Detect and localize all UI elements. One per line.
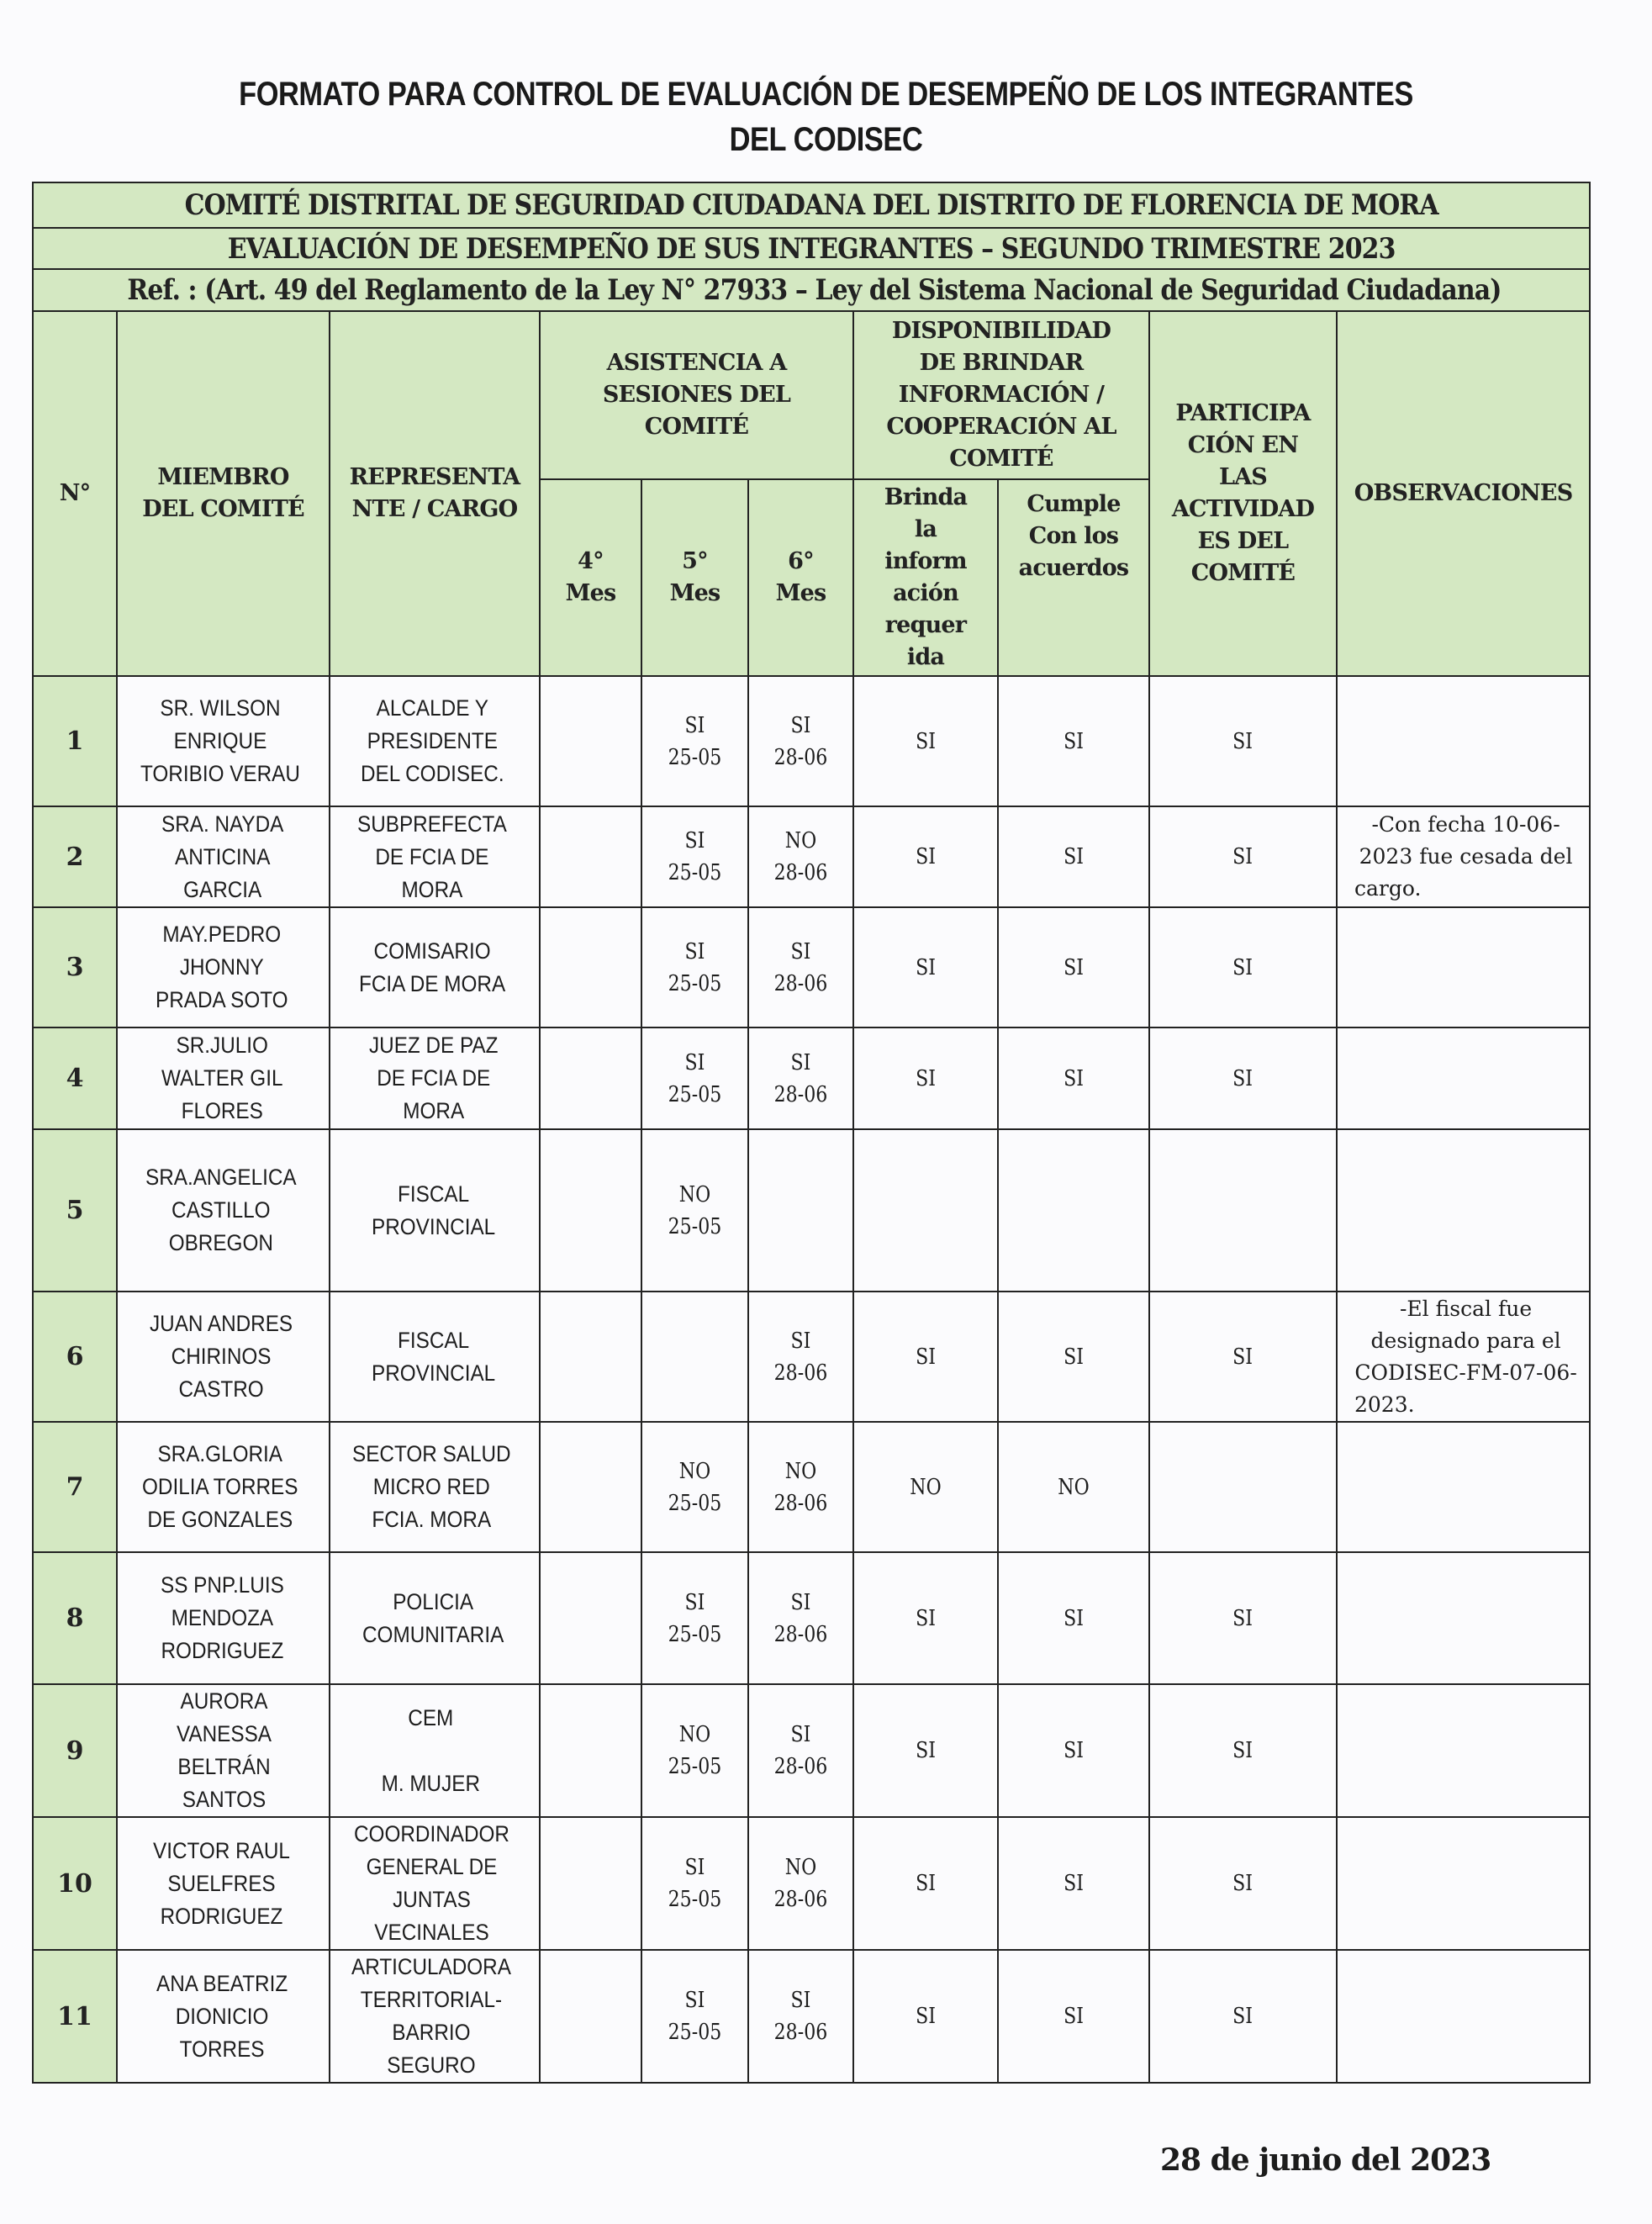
provides-info: SI <box>916 1871 936 1896</box>
member-name-cell <box>117 1129 330 1292</box>
member-name-cell <box>117 1552 330 1684</box>
attendance-month-6-cell <box>748 907 853 1027</box>
attendance-month-6-cell <box>748 1129 853 1292</box>
attendance-month-5: SI 25-05 <box>668 1988 722 2045</box>
observations-cell <box>1337 1292 1590 1422</box>
observations-cell <box>1337 1950 1590 2083</box>
member-role-cell <box>330 1129 540 1292</box>
provides-info-cell <box>853 907 998 1027</box>
table-row <box>33 1422 1590 1552</box>
header-availability <box>853 311 1149 479</box>
member-name: SRA. NAYDA ANTICINA GARCIA <box>161 811 284 902</box>
attendance-month-5: SI 25-05 <box>668 938 722 996</box>
participation: SI <box>1232 1738 1254 1763</box>
participation-cell <box>1149 1552 1337 1684</box>
fulfills-agreements: SI <box>1064 1871 1084 1896</box>
attendance-month-5-cell <box>641 1684 748 1817</box>
member-name: AURORA VANESSA BELTRÁN SANTOS <box>176 1688 272 1812</box>
attendance-month-4-cell <box>540 1817 641 1950</box>
fulfills-agreements: SI <box>1064 844 1084 869</box>
header-month-6 <box>748 479 853 676</box>
fulfills-agreements: SI <box>1064 728 1084 754</box>
attendance-month-5-cell <box>641 1552 748 1684</box>
member-name: MAY.PEDRO JHONNY PRADA SOTO <box>155 922 288 1012</box>
provides-info-cell <box>853 806 998 907</box>
evaluation-banner-text: EVALUACIÓN DE DESEMPEÑO DE SUS INTEGRANTES – SEGUNDO TRIMESTRE 2023 <box>227 231 1396 266</box>
attendance-month-6-cell <box>748 1027 853 1129</box>
attendance-month-6: SI 28-06 <box>773 1328 828 1386</box>
attendance-month-4-cell <box>540 1422 641 1552</box>
participation-cell <box>1149 1950 1337 2083</box>
fulfills-agreements-cell <box>998 1129 1149 1292</box>
header-num-text: N° <box>59 480 91 506</box>
attendance-month-6-cell <box>748 676 853 806</box>
participation-cell <box>1149 1027 1337 1129</box>
observations-cell <box>1337 806 1590 907</box>
header-attendance-text: ASISTENCIA A SESIONES DEL COMITÉ <box>602 350 791 440</box>
attendance-month-5-cell <box>641 806 748 907</box>
table-row <box>33 1950 1590 2083</box>
header-observations-text: OBSERVACIONES <box>1354 480 1573 506</box>
attendance-month-5-cell <box>641 1027 748 1129</box>
provides-info: NO <box>910 1474 942 1500</box>
participation: SI <box>1232 954 1254 980</box>
provides-info-cell <box>853 1552 998 1684</box>
fulfills-agreements: SI <box>1064 1065 1084 1091</box>
provides-info-cell <box>853 1817 998 1950</box>
attendance-month-6: SI 28-06 <box>773 1589 828 1647</box>
provides-info: SI <box>916 1738 936 1763</box>
participation-cell <box>1149 1817 1337 1950</box>
member-name-cell <box>117 676 330 806</box>
fulfills-agreements-cell <box>998 907 1149 1027</box>
member-role: FISCAL PROVINCIAL <box>372 1181 496 1239</box>
attendance-month-6-cell <box>748 1817 853 1950</box>
fulfills-agreements: SI <box>1064 1344 1084 1370</box>
attendance-month-6-cell <box>748 1684 853 1817</box>
member-role-cell <box>330 1422 540 1552</box>
participation-cell <box>1149 806 1337 907</box>
observations: -Con fecha 10-06-2023 fue cesada del cargo. <box>1354 812 1573 901</box>
provides-info-cell <box>853 1422 998 1552</box>
header-provides-info <box>853 479 998 676</box>
member-name-cell <box>117 1292 330 1422</box>
provides-info-cell <box>853 1129 998 1292</box>
header-fulfills-agreements <box>998 479 1149 676</box>
participation: SI <box>1232 2004 1254 2029</box>
attendance-month-6: SI 28-06 <box>773 1988 828 2045</box>
attendance-month-6: NO 28-06 <box>773 1855 828 1912</box>
provides-info: SI <box>916 2004 936 2029</box>
member-role-cell <box>330 1027 540 1129</box>
observations-cell <box>1337 1027 1590 1129</box>
member-role: JUEZ DE PAZ DE FCIA DE MORA <box>368 1033 499 1123</box>
attendance-month-6: SI 28-06 <box>773 1722 828 1779</box>
row-number: 9 <box>66 1735 84 1766</box>
table-row <box>33 907 1590 1027</box>
member-name: SRA.GLORIA ODILIA TORRES DE GONZALES <box>142 1441 298 1532</box>
provides-info-cell <box>853 1027 998 1129</box>
fulfills-agreements-cell <box>998 1292 1149 1422</box>
member-role-cell <box>330 1817 540 1950</box>
row-number-cell <box>33 806 117 907</box>
attendance-month-5: SI 25-05 <box>668 828 722 885</box>
header-participation-text: PARTICIPA CIÓN EN LAS ACTIVIDAD ES DEL COMITÉ <box>1171 400 1315 586</box>
attendance-month-6: NO 28-06 <box>773 828 828 885</box>
attendance-month-5: NO 25-05 <box>668 1181 722 1239</box>
row-number: 2 <box>66 842 84 872</box>
table-row <box>33 1292 1590 1422</box>
participation: SI <box>1232 1065 1254 1091</box>
fulfills-agreements-cell <box>998 1027 1149 1129</box>
member-role-cell <box>330 676 540 806</box>
fulfills-agreements: SI <box>1064 954 1084 980</box>
attendance-month-4-cell <box>540 1684 641 1817</box>
row-number: 6 <box>66 1342 84 1371</box>
attendance-month-5: NO 25-05 <box>668 1458 722 1516</box>
member-role-cell <box>330 1950 540 2083</box>
participation-cell <box>1149 1129 1337 1292</box>
fulfills-agreements-cell <box>998 806 1149 907</box>
member-name: SR.JULIO WALTER GIL FLORES <box>161 1033 283 1123</box>
observations: -El fiscal fue designado para el CODISEC-FM-07-06-2023. <box>1354 1296 1577 1417</box>
participation-cell <box>1149 1684 1337 1817</box>
fulfills-agreements-cell <box>998 1552 1149 1684</box>
reference-banner-text: Ref. : (Art. 49 del Reglamento de la Ley N° 27933 – Ley del Sistema Nacional de Seguridad Ciudadana) <box>127 273 1502 307</box>
member-role-cell <box>330 1684 540 1817</box>
attendance-month-5-cell <box>641 1422 748 1552</box>
fulfills-agreements: SI <box>1064 1738 1084 1763</box>
participation: SI <box>1232 1605 1254 1631</box>
header-provides-info-text: Brinda la inform ación requer ida <box>884 484 968 670</box>
member-role: CEM M. MUJER <box>381 1704 481 1796</box>
row-number-cell <box>33 676 117 806</box>
provides-info-cell <box>853 1950 998 2083</box>
attendance-month-5-cell <box>641 1817 748 1950</box>
row-number: 7 <box>66 1472 84 1502</box>
attendance-month-4-cell <box>540 1292 641 1422</box>
member-name-cell <box>117 1817 330 1950</box>
participation: SI <box>1232 1871 1254 1896</box>
provides-info-cell <box>853 1684 998 1817</box>
reference-banner <box>33 269 1590 311</box>
row-number-cell <box>33 1292 117 1422</box>
attendance-month-6-cell <box>748 1422 853 1552</box>
attendance-month-6: NO 28-06 <box>773 1458 828 1516</box>
committee-banner <box>33 182 1590 228</box>
header-participation <box>1149 311 1337 676</box>
provides-info: SI <box>916 1344 936 1370</box>
observations-cell <box>1337 1129 1590 1292</box>
header-role <box>330 311 540 676</box>
attendance-month-4-cell <box>540 1552 641 1684</box>
attendance-month-4-cell <box>540 676 641 806</box>
fulfills-agreements: SI <box>1064 2004 1084 2029</box>
member-name-cell <box>117 1950 330 2083</box>
observations-cell <box>1337 907 1590 1027</box>
row-number: 11 <box>57 2001 92 2031</box>
attendance-month-6: SI 28-06 <box>773 938 828 996</box>
member-role: COORDINADOR GENERAL DE JUNTAS VECINALES <box>354 1821 510 1945</box>
table-row <box>33 1129 1590 1292</box>
participation-cell <box>1149 907 1337 1027</box>
row-number: 1 <box>66 726 84 756</box>
member-role-cell <box>330 907 540 1027</box>
table-row <box>33 1027 1590 1129</box>
member-role: FISCAL PROVINCIAL <box>372 1327 496 1386</box>
member-role: POLICIA COMUNITARIA <box>362 1588 504 1647</box>
observations-cell <box>1337 676 1590 806</box>
member-role: ALCALDE Y PRESIDENTE DEL CODISEC. <box>361 695 504 786</box>
header-availability-text: DISPONIBILIDAD DE BRINDAR INFORMACIÓN / COOPERACIÓN AL COMITÉ <box>886 318 1116 472</box>
provides-info: SI <box>916 954 936 980</box>
fulfills-agreements: NO <box>1058 1474 1090 1500</box>
provides-info-cell <box>853 1292 998 1422</box>
attendance-month-5: SI 25-05 <box>668 1589 722 1647</box>
fulfills-agreements-cell <box>998 676 1149 806</box>
header-observations <box>1337 311 1590 676</box>
attendance-month-5-cell <box>641 1292 748 1422</box>
member-name-cell <box>117 806 330 907</box>
table-row <box>33 1552 1590 1684</box>
member-name: SRA.ANGELICA CASTILLO OBREGON <box>145 1165 297 1255</box>
row-number-cell <box>33 1950 117 2083</box>
member-name: JUAN ANDRES CHIRINOS CASTRO <box>149 1311 293 1402</box>
header-member-text: MIEMBRO DEL COMITÉ <box>142 464 304 522</box>
attendance-month-6: SI 28-06 <box>773 712 828 770</box>
row-number: 10 <box>57 1868 92 1899</box>
fulfills-agreements-cell <box>998 1950 1149 2083</box>
attendance-month-4-cell <box>540 806 641 907</box>
member-role: SUBPREFECTA DE FCIA DE MORA <box>357 811 508 902</box>
member-name: SS PNP.LUIS MENDOZA RODRIGUEZ <box>160 1572 284 1663</box>
row-number-cell <box>33 1422 117 1552</box>
row-number-cell <box>33 1552 117 1684</box>
member-name-cell <box>117 1684 330 1817</box>
attendance-month-6-cell <box>748 806 853 907</box>
attendance-month-4-cell <box>540 1027 641 1129</box>
participation-cell <box>1149 1422 1337 1552</box>
member-name-cell <box>117 907 330 1027</box>
attendance-month-6-cell <box>748 1552 853 1684</box>
header-month-4 <box>540 479 641 676</box>
member-role: SECTOR SALUD MICRO RED FCIA. MORA <box>352 1441 511 1532</box>
member-name-cell <box>117 1422 330 1552</box>
evaluation-table <box>32 182 1591 2084</box>
row-number: 5 <box>66 1196 84 1225</box>
member-role-cell <box>330 1552 540 1684</box>
header-month-6-text: 6° Mes <box>775 548 826 606</box>
row-number-cell <box>33 1027 117 1129</box>
fulfills-agreements: SI <box>1064 1605 1084 1631</box>
row-number-cell <box>33 1129 117 1292</box>
attendance-month-5-cell <box>641 1950 748 2083</box>
observations-cell <box>1337 1422 1590 1552</box>
header-num <box>33 311 117 676</box>
provides-info: SI <box>916 1605 936 1631</box>
attendance-month-5: SI 25-05 <box>668 1855 722 1912</box>
attendance-month-6-cell <box>748 1950 853 2083</box>
header-month-4-text: 4° Mes <box>565 548 616 606</box>
header-attendance <box>540 311 853 479</box>
member-role-cell <box>330 1292 540 1422</box>
participation: SI <box>1232 1344 1254 1370</box>
attendance-month-4-cell <box>540 1950 641 2083</box>
document-title-line-1: FORMATO PARA CONTROL DE EVALUACIÓN DE DESEMPEÑO DE LOS INTEGRANTES <box>239 76 1413 113</box>
member-name: ANA BEATRIZ DIONICIO TORRES <box>156 1970 288 2062</box>
provides-info: SI <box>916 844 936 869</box>
header-member <box>117 311 330 676</box>
attendance-month-4-cell <box>540 1129 641 1292</box>
row-number: 8 <box>66 1603 84 1633</box>
document-date: 28 de junio del 2023 <box>1160 2142 1491 2178</box>
participation-cell <box>1149 676 1337 806</box>
provides-info: SI <box>916 728 936 754</box>
attendance-month-4-cell <box>540 907 641 1027</box>
member-name: SR. WILSON ENRIQUE TORIBIO VERAU <box>140 695 300 786</box>
attendance-month-6-cell <box>748 1292 853 1422</box>
member-name: VICTOR RAUL SUELFRES RODRIGUEZ <box>152 1837 290 1929</box>
header-month-5-text: 5° Mes <box>669 548 720 606</box>
observations-cell <box>1337 1817 1590 1950</box>
observations-cell <box>1337 1684 1590 1817</box>
participation: SI <box>1232 728 1254 754</box>
row-number: 4 <box>66 1064 84 1093</box>
observations-cell <box>1337 1552 1590 1684</box>
member-role: COMISARIO FCIA DE MORA <box>359 938 506 996</box>
row-number-cell <box>33 1817 117 1950</box>
fulfills-agreements-cell <box>998 1422 1149 1552</box>
attendance-month-5-cell <box>641 1129 748 1292</box>
table-row <box>33 1817 1590 1950</box>
attendance-month-5-cell <box>641 676 748 806</box>
provides-info-cell <box>853 676 998 806</box>
row-number: 3 <box>66 953 84 982</box>
header-month-5 <box>641 479 748 676</box>
attendance-month-5-cell <box>641 907 748 1027</box>
attendance-month-5: SI 25-05 <box>668 712 722 770</box>
header-role-text: REPRESENTA NTE / CARGO <box>349 464 520 522</box>
attendance-month-5: SI 25-05 <box>668 1049 722 1107</box>
table-row <box>33 1684 1590 1817</box>
attendance-month-6: SI 28-06 <box>773 1049 828 1107</box>
attendance-month-5: NO 25-05 <box>668 1722 722 1779</box>
row-number-cell <box>33 907 117 1027</box>
table-row <box>33 676 1590 806</box>
participation-cell <box>1149 1292 1337 1422</box>
provides-info: SI <box>916 1065 936 1091</box>
member-role: ARTICULADORA TERRITORIAL- BARRIO SEGURO <box>351 1954 512 2078</box>
row-number-cell <box>33 1684 117 1817</box>
member-role-cell <box>330 806 540 907</box>
document-title-line-2: DEL CODISEC <box>729 121 923 158</box>
member-name-cell <box>117 1027 330 1129</box>
participation: SI <box>1232 844 1254 869</box>
committee-banner-text: COMITÉ DISTRITAL DE SEGURIDAD CIUDADANA DEL DISTRITO DE FLORENCIA DE MORA <box>184 188 1438 222</box>
fulfills-agreements-cell <box>998 1684 1149 1817</box>
header-fulfills-agreements-text: Cumple Con los acuerdos <box>1018 491 1129 581</box>
fulfills-agreements-cell <box>998 1817 1149 1950</box>
evaluation-banner <box>33 228 1590 269</box>
table-row <box>33 806 1590 907</box>
